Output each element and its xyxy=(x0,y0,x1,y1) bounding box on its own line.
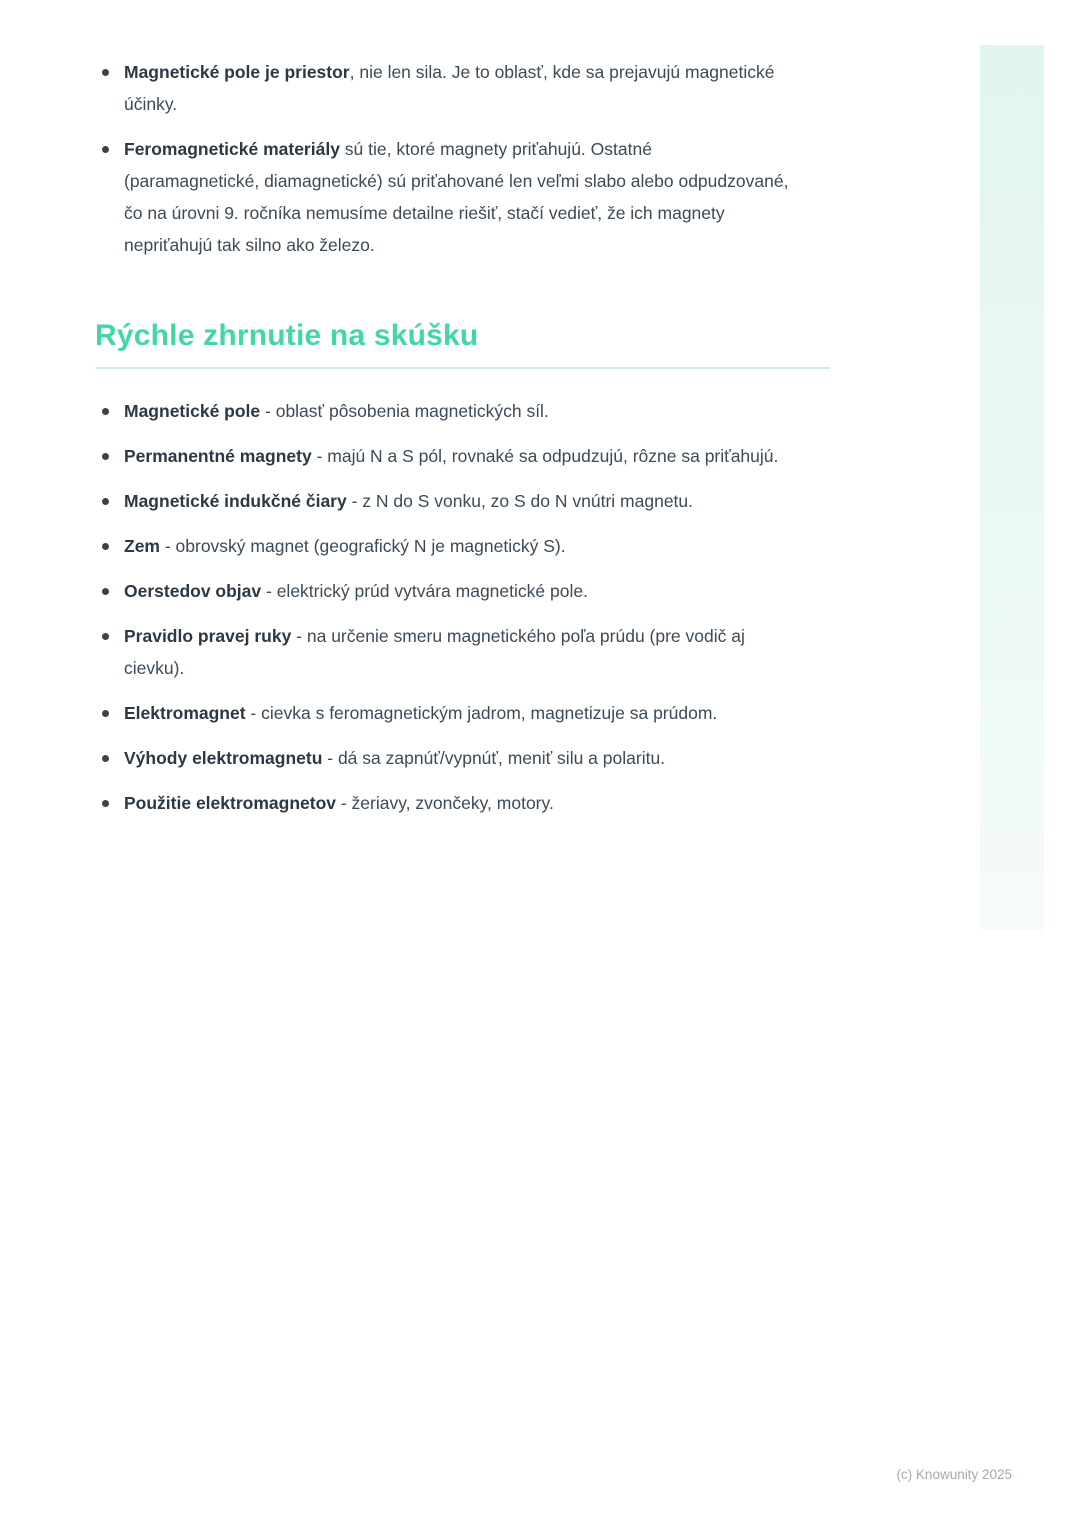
intro-bullet-list xyxy=(95,56,790,261)
right-accent-stripe xyxy=(980,45,1044,930)
section-divider xyxy=(95,367,830,369)
bullet-term: Feromagnetické materiály xyxy=(124,139,340,159)
list-item xyxy=(95,56,790,120)
list-item xyxy=(95,575,790,607)
bullet-term: Magnetické pole xyxy=(124,401,261,421)
bullet-text: sú tie, ktoré magnety priťahujú. Ostatné (paramagnetické, diamagnetické) sú priťahované len veľmi slabo alebo odpudzované, čo na úrovni 9. ročníka nemusíme detailne riešiť, stačí vedieť, že ich magnety nepriťahujú tak silno ako železo. xyxy=(124,139,789,255)
bullet-term: Elektromagnet xyxy=(124,703,246,723)
bullet-text: - obrovský magnet (geografický N je magnetický S). xyxy=(159,536,566,556)
bullet-term: Permanentné magnety xyxy=(124,446,312,466)
bullet-text: - cievka s feromagnetickým jadrom, magnetizuje sa prúdom. xyxy=(245,703,718,723)
bullet-term: Pravidlo pravej ruky xyxy=(124,626,292,646)
bullet-term: Výhody elektromagnetu xyxy=(124,748,323,768)
list-item xyxy=(95,133,790,261)
bullet-text: - elektrický prúd vytvára magnetické pole. xyxy=(261,581,588,601)
list-item xyxy=(95,485,790,517)
bullet-text: - majú N a S pól, rovnaké sa odpudzujú, rôzne sa priťahujú. xyxy=(311,446,779,466)
summary-bullet-list xyxy=(95,395,790,819)
bullet-text: - z N do S vonku, zo S do N vnútri magnetu. xyxy=(346,491,694,511)
bullet-text: , nie len sila. Je to oblasť, kde sa prejavujú magnetické účinky. xyxy=(124,62,775,114)
bullet-text: - na určenie smeru magnetického poľa prúdu (pre vodič aj cievku). xyxy=(124,626,745,678)
copyright-notice: (c) Knowunity 2025 xyxy=(896,1467,1012,1482)
bullet-term: Magnetické pole je priestor xyxy=(124,62,350,82)
bullet-term: Oerstedov objav xyxy=(124,581,262,601)
list-item xyxy=(95,742,790,774)
bullet-term: Použitie elektromagnetov xyxy=(124,793,336,813)
document-content xyxy=(0,0,790,819)
section-heading: Rýchle zhrnutie na skúšku xyxy=(95,319,479,352)
list-item xyxy=(95,530,790,562)
bullet-term: Magnetické indukčné čiary xyxy=(124,491,347,511)
bullet-text: - dá sa zapnúť/vypnúť, meniť silu a polaritu. xyxy=(322,748,666,768)
bullet-text: - žeriavy, zvončeky, motory. xyxy=(336,793,554,813)
list-item xyxy=(95,787,790,819)
bullet-term: Zem xyxy=(124,536,160,556)
list-item xyxy=(95,440,790,472)
bullet-text: - oblasť pôsobenia magnetických síl. xyxy=(260,401,549,421)
list-item xyxy=(95,395,790,427)
list-item xyxy=(95,620,790,684)
list-item xyxy=(95,697,790,729)
